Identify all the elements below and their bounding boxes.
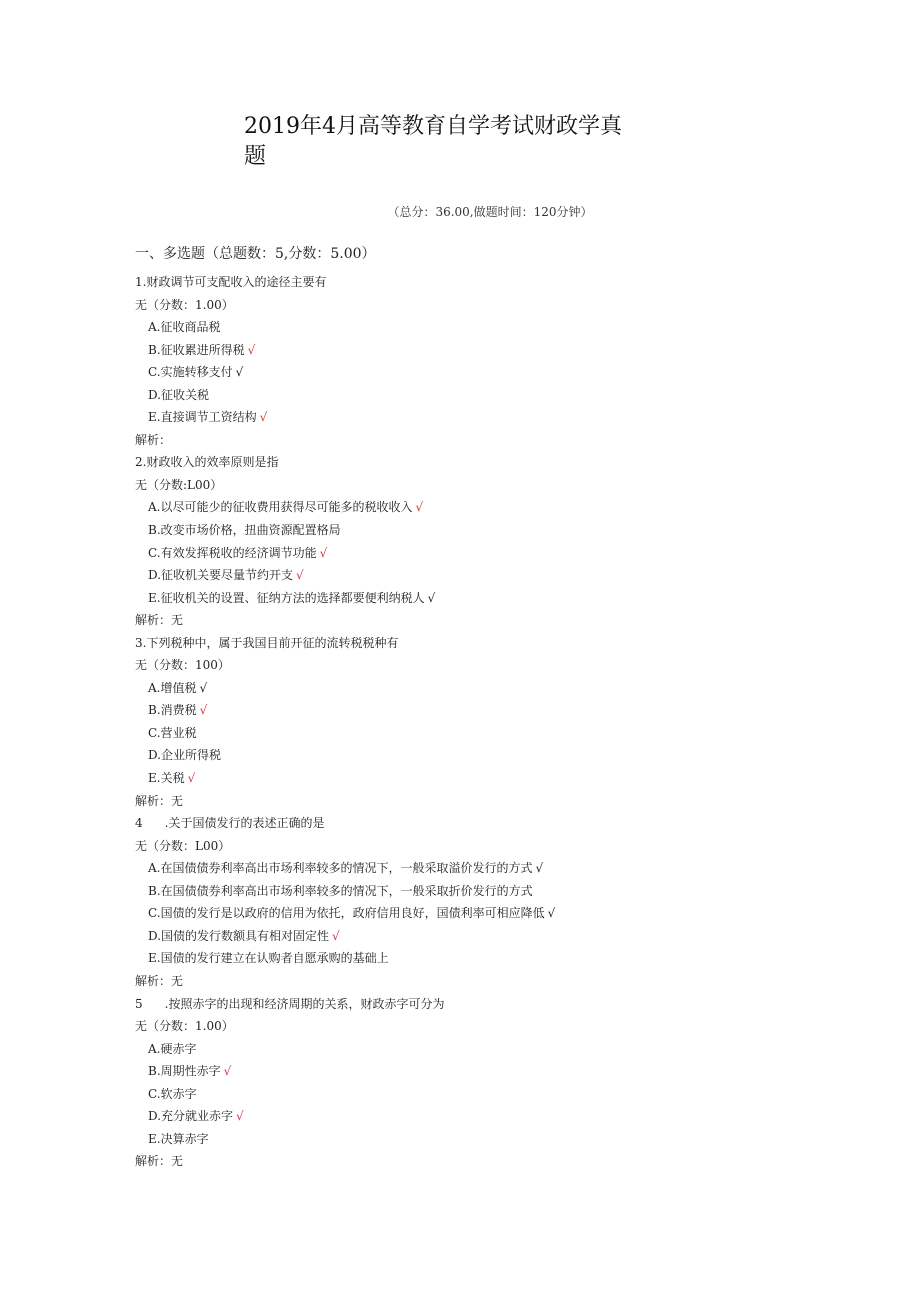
check-mark-icon: √ xyxy=(427,590,436,605)
check-mark-icon: √ xyxy=(259,410,268,425)
option-b xyxy=(135,339,835,362)
question-analysis: 解析：无 xyxy=(135,1154,184,1169)
check-mark-icon: √ xyxy=(223,1064,232,1079)
option-text: D.征收关税 xyxy=(148,387,210,402)
question-3 xyxy=(135,632,835,812)
question-prompt: 2.财政收入的效率原则是指 xyxy=(135,455,279,470)
option-text: E.国债的发行建立在认购者自愿承购的基础上 xyxy=(148,951,389,966)
check-mark-icon: √ xyxy=(187,771,196,786)
option-text: A.硬赤字 xyxy=(148,1041,197,1056)
option-c xyxy=(135,361,835,384)
question-score: 无（分数：100） xyxy=(135,658,230,673)
option-text: D.企业所得税 xyxy=(148,748,222,763)
question-score: 无（分数:L00） xyxy=(135,477,223,492)
option-c xyxy=(135,542,835,565)
option-text: E.决算赤字 xyxy=(148,1131,209,1146)
option-text: E.征收机关的设置、征纳方法的选择都要便利纳税人 xyxy=(148,590,425,605)
check-mark-icon: √ xyxy=(415,500,424,515)
option-text: A.征收商品税 xyxy=(148,320,221,335)
option-text: C.国债的发行是以政府的信用为依托，政府信用良好，国债利率可相应降低 xyxy=(148,906,545,921)
option-a xyxy=(135,1038,835,1061)
question-number: 5 xyxy=(135,996,143,1011)
question-analysis: 解析： xyxy=(135,432,172,447)
option-e xyxy=(135,1128,835,1151)
option-c xyxy=(135,902,835,925)
option-a xyxy=(135,496,835,519)
option-b xyxy=(135,1060,835,1083)
option-text: B.在国债债券利率高出市场利率较多的情况下，一般采取折价发行的方式 xyxy=(148,883,533,898)
check-mark-icon: √ xyxy=(535,861,544,876)
option-text: D.充分就业赤字 xyxy=(148,1109,234,1124)
question-prompt: 3.下列税种中，属于我国目前开征的流转税税种有 xyxy=(135,635,399,650)
question-score: 无（分数：L00） xyxy=(135,838,231,853)
option-a xyxy=(135,316,835,339)
option-text: A.增值税 xyxy=(148,680,197,695)
option-text: B.改变市场价格，扭曲资源配置格局 xyxy=(148,523,341,538)
option-e xyxy=(135,947,835,970)
option-a xyxy=(135,857,835,880)
question-prompt xyxy=(135,993,835,1016)
section-heading: 一、多选题（总题数：5,分数：5.00） xyxy=(135,246,376,262)
question-list xyxy=(135,271,835,1173)
option-d xyxy=(135,384,835,407)
check-mark-icon: √ xyxy=(332,928,340,943)
check-mark-icon: √ xyxy=(547,906,556,921)
question-2 xyxy=(135,451,835,631)
option-text: E.关税 xyxy=(148,771,185,786)
option-d xyxy=(135,925,835,948)
option-text: B.消费税 xyxy=(148,703,197,718)
option-a xyxy=(135,677,835,700)
question-4 xyxy=(135,812,835,992)
option-text: C.有效发挥税收的经济调节功能 xyxy=(148,545,317,560)
check-mark-icon: √ xyxy=(247,342,256,357)
question-5 xyxy=(135,993,835,1173)
question-analysis: 解析：无 xyxy=(135,973,184,988)
question-1 xyxy=(135,271,835,451)
question-score: 无（分数：1.00） xyxy=(135,1019,234,1034)
option-text: D.国债的发行数额具有相对固定性 xyxy=(148,928,330,943)
question-text: .关于国债发行的表述正确的是 xyxy=(164,816,325,831)
question-score: 无（分数：1.00） xyxy=(135,297,234,312)
option-b xyxy=(135,880,835,903)
option-c xyxy=(135,1083,835,1106)
question-text: .按照赤字的出现和经济周期的关系，财政赤字可分为 xyxy=(164,996,445,1011)
option-text: A.以尽可能少的征收费用获得尽可能多的税收收入 xyxy=(148,500,413,515)
option-e xyxy=(135,587,835,610)
option-d xyxy=(135,564,835,587)
option-d xyxy=(135,744,835,767)
option-e xyxy=(135,767,835,790)
check-mark-icon: √ xyxy=(199,703,208,718)
option-d xyxy=(135,1105,835,1128)
option-text: C.营业税 xyxy=(148,725,197,740)
check-mark-icon: √ xyxy=(319,545,328,560)
option-text: C.软赤字 xyxy=(148,1086,197,1101)
option-text: B.征收累进所得税 xyxy=(148,342,245,357)
option-text: C.实施转移支付 xyxy=(148,365,233,380)
check-mark-icon: √ xyxy=(236,1109,244,1124)
exam-meta: （总分：36.00,做题时间：120分钟） xyxy=(387,205,593,219)
question-number: 4 xyxy=(135,816,143,831)
option-text: D.征收机关要尽量节约开支 xyxy=(148,568,294,583)
question-prompt: 1.财政调节可支配收入的途径主要有 xyxy=(135,275,327,289)
option-text: A.在国债债券利率高出市场利率较多的情况下，一般采取溢价发行的方式 xyxy=(148,861,533,876)
option-text: B.周期性赤字 xyxy=(148,1064,221,1079)
question-prompt xyxy=(135,812,835,835)
page-title: 2019年4月高等教育自学考试财政学真题 xyxy=(244,114,622,169)
check-mark-icon: √ xyxy=(296,568,304,583)
option-e xyxy=(135,406,835,429)
check-mark-icon: √ xyxy=(199,680,208,695)
option-b xyxy=(135,519,835,542)
question-analysis: 解析：无 xyxy=(135,613,184,628)
option-b xyxy=(135,699,835,722)
option-c xyxy=(135,722,835,745)
option-text: E.直接调节工资结构 xyxy=(148,410,257,425)
check-mark-icon: √ xyxy=(235,365,244,380)
question-analysis: 解析：无 xyxy=(135,793,184,808)
